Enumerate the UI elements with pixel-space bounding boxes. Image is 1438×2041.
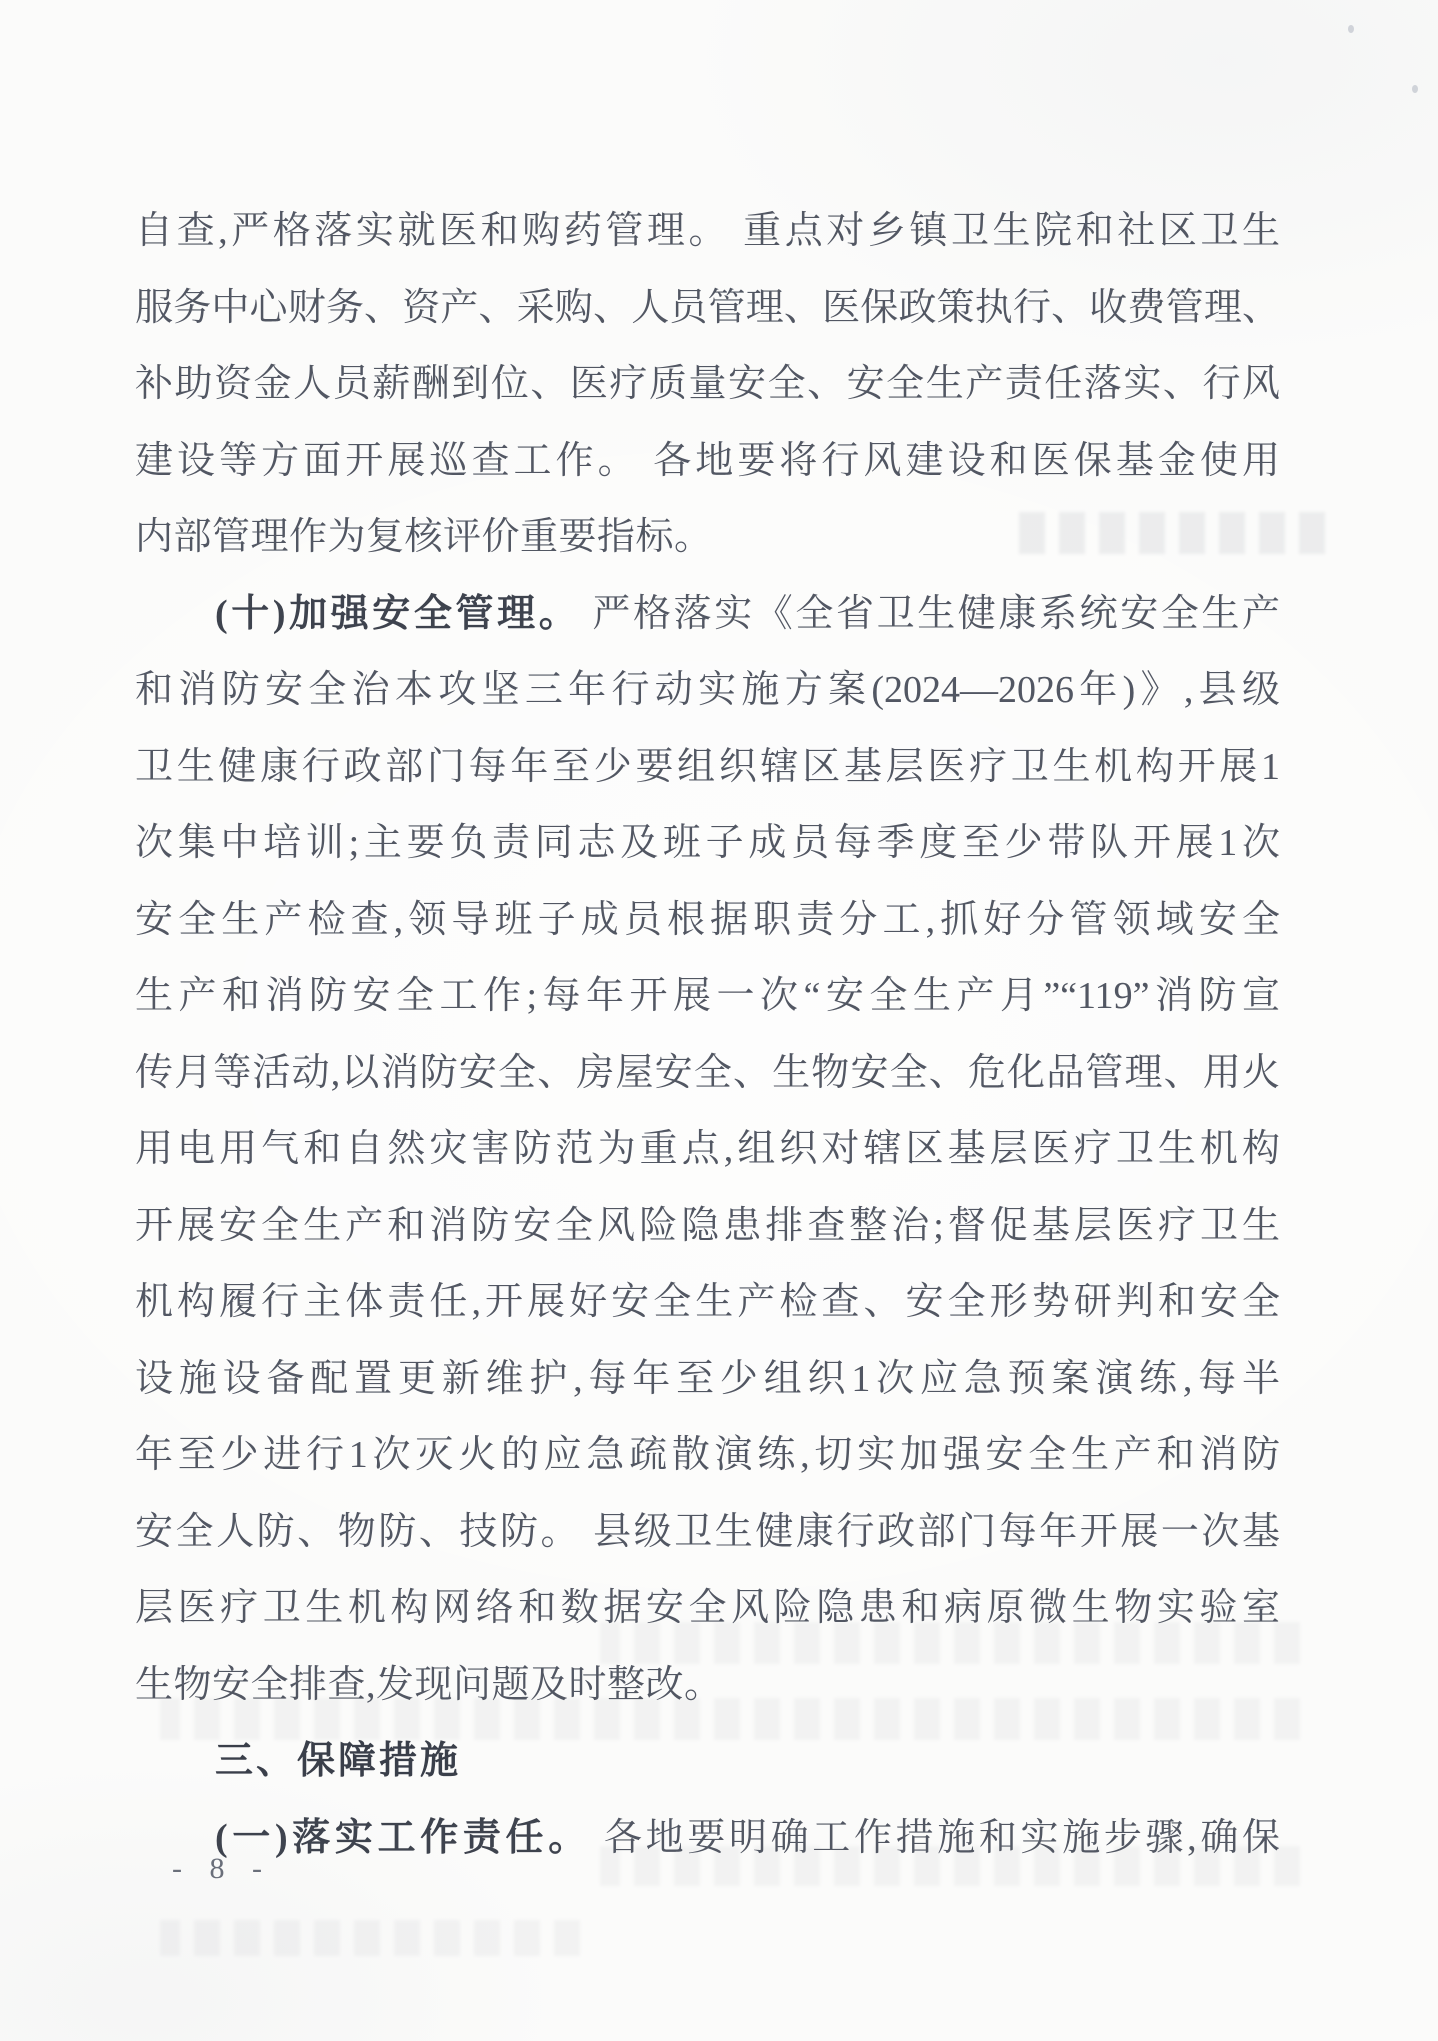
body-line: 卫生健康行政部门每年至少要组织辖区基层医疗卫生机构开展1 [135,745,1280,788]
body-line: 设施设备配置更新维护,每年至少组织1次应急预案演练,每半 [135,1357,1280,1400]
body-line: 传月等活动,以消防安全、房屋安全、生物安全、危化品管理、用火 [135,1051,1280,1094]
bleedthrough-mark [600,1846,1300,1886]
body-line: 服务中心财务、资产、采购、人员管理、医保政策执行、收费管理、 [135,286,1280,329]
body-line: 安全人防、物防、技防。 县级卫生健康行政部门每年开展一次基 [135,1510,1280,1553]
body-line: 层医疗卫生机构网络和数据安全风险隐患和病原微生物实验室 [135,1587,1280,1629]
body-line: (十)加强安全管理。 严格落实《全省卫生健康系统安全生产 [215,592,1280,635]
body-line: 开展安全生产和消防安全风险隐患排查整治;督促基层医疗卫生 [135,1204,1280,1247]
body-line: 生物安全排查,发现问题及时整改。 [135,1663,723,1706]
section-heading: 三、保障措施 [215,1740,462,1782]
body-line: 安全生产检查,领导班子成员根据职责分工,抓好分管领域安全 [135,898,1280,941]
body-line: 建设等方面开展巡查工作。 各地要将行风建设和医保基金使用 [135,439,1280,482]
bleedthrough-mark [600,1622,1300,1664]
bleedthrough-mark [160,1698,1300,1740]
body-line: (一)落实工作责任。 各地要明确工作措施和实施步骤,确保 [215,1816,1280,1859]
page-number: - 8 - [172,1852,272,1885]
body-line: 自查,严格落实就医和购药管理。 重点对乡镇卫生院和社区卫生 [135,210,1280,252]
body-line: 补助资金人员薪酬到位、医疗质量安全、安全生产责任落实、行风 [135,363,1280,405]
body-line: 用电用气和自然灾害防范为重点,组织对辖区基层医疗卫生机构 [135,1128,1280,1170]
body-line: 次集中培训;主要负责同志及班子成员每季度至少带队开展1次 [135,822,1280,864]
bleedthrough-mark [160,1920,580,1956]
body-line: 机构履行主体责任,开展好安全生产检查、安全形势研判和安全 [135,1281,1280,1323]
body-line: 年至少进行1次灭火的应急疏散演练,切实加强安全生产和消防 [135,1434,1280,1476]
body-line: 内部管理作为复核评价重要指标。 [135,516,713,558]
scan-speck [1348,25,1354,33]
body-line: 生产和消防安全工作;每年开展一次“安全生产月”“119”消防宣 [135,975,1280,1017]
scan-speck [1412,85,1418,93]
paragraph-lead: (一)落实工作责任。 [215,1816,591,1859]
bleedthrough-mark [1005,512,1325,554]
paragraph-lead: (十)加强安全管理。 [215,592,581,635]
body-line: 和消防安全治本攻坚三年行动实施方案(2024—2026年)》,县级 [135,669,1280,711]
